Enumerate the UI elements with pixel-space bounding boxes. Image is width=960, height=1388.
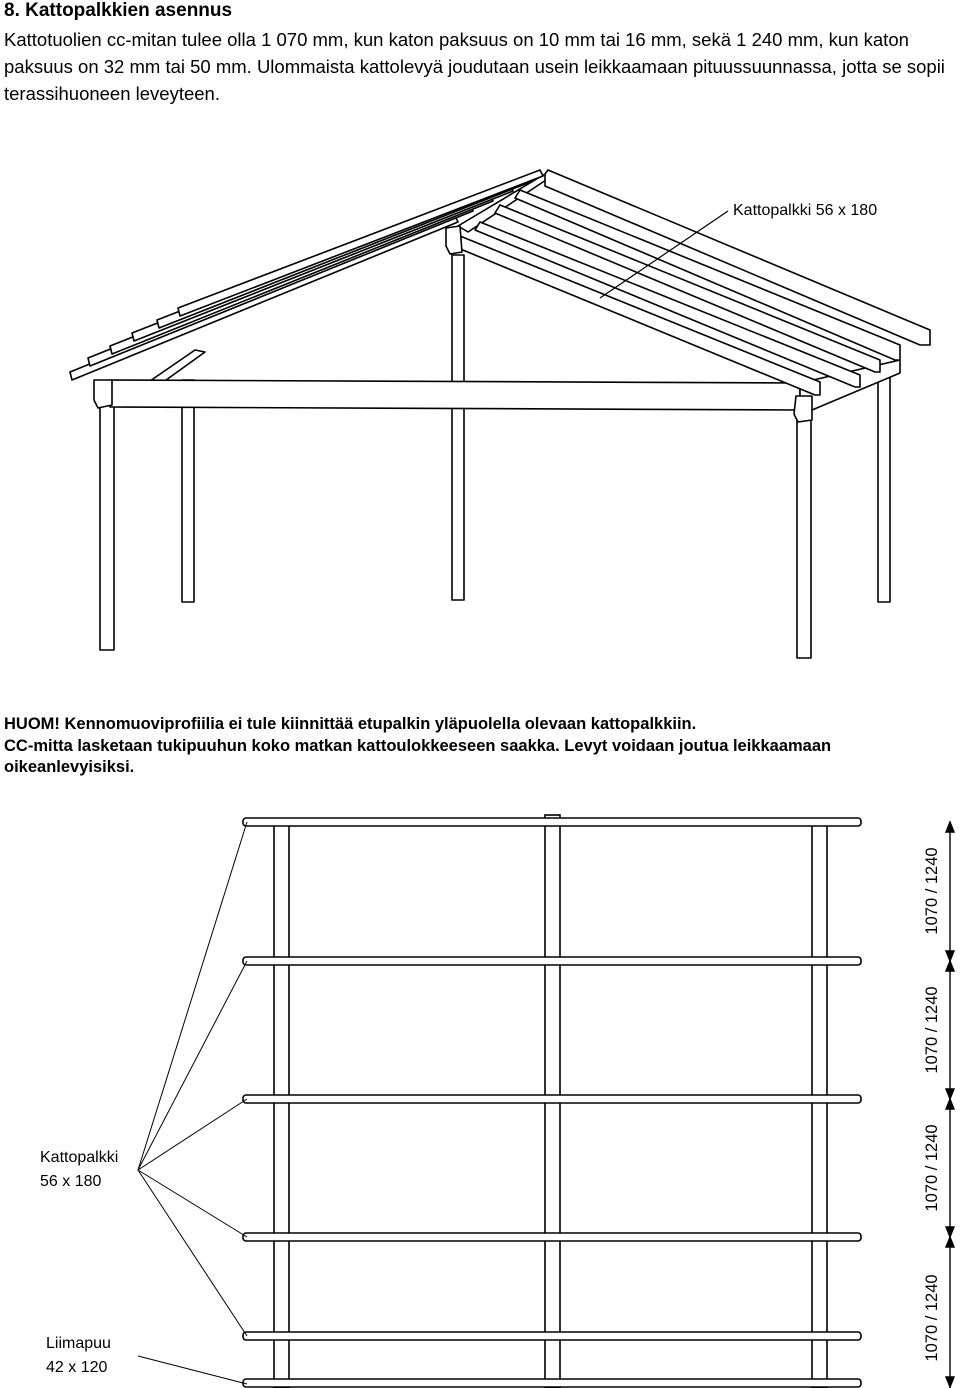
bracket-front-right bbox=[794, 396, 812, 422]
post-back-left bbox=[182, 380, 194, 602]
spacing-label-1: 1070 / 1240 bbox=[923, 847, 941, 935]
section-heading: 8. Kattopalkkien asennus bbox=[4, 0, 233, 21]
plan-rafter-label-1: Kattopalkki bbox=[40, 1149, 119, 1166]
glulam-label-1: Liimapuu bbox=[46, 1335, 111, 1352]
post-front-left bbox=[100, 405, 114, 650]
note-block bbox=[4, 714, 954, 779]
post-back-middle bbox=[452, 255, 464, 600]
roof-boards-left-slope bbox=[70, 170, 543, 380]
bracket-back-middle bbox=[446, 226, 462, 254]
spacing-label-3: 1070 / 1240 bbox=[923, 1124, 941, 1212]
note-line-1: HUOM! Kennomuoviprofiilia ei tule kiinnittää etupalkin yläpuolella olevaan kattopalkkiin. bbox=[4, 715, 697, 733]
plan-rafter-label-2: 56 x 180 bbox=[40, 1173, 102, 1190]
back-gable-rafter-left bbox=[150, 350, 205, 383]
rafter-label: Kattopalkki 56 x 180 bbox=[733, 202, 878, 219]
pergola-perspective-drawing bbox=[0, 160, 960, 660]
spacing-label-4: 1070 / 1240 bbox=[923, 1274, 941, 1362]
intro-paragraph: Kattotuolien cc-mitan tulee olla 1 070 mm, kun katon paksuus on 10 mm tai 16 mm, sekä 1 240 mm, kun katon paksuus on 32 mm tai 50 mm. Ulommaista kattolevyä joudutaan usein leikkaamaan pituussuunnassa, jotta se sopii terassihuoneen leveyteen. bbox=[4, 29, 945, 104]
rafter-leader-lines bbox=[138, 822, 247, 1336]
post-back-right bbox=[878, 372, 890, 602]
post-front-right bbox=[797, 420, 811, 658]
bracket-front-left bbox=[94, 380, 112, 408]
glulam-leader-line bbox=[138, 1356, 247, 1384]
note-line-2: CC-mitta lasketaan tukipuuhun koko matkan kattoulokkeeseen saakka. Levyt voidaan joutua leikkaamaan oikeanlevyisiksi. bbox=[4, 736, 832, 776]
glulam-label-2: 42 x 120 bbox=[46, 1359, 108, 1376]
rafter-plan-drawing bbox=[0, 800, 960, 1388]
spacing-label-2: 1070 / 1240 bbox=[923, 986, 941, 1074]
front-beam bbox=[110, 380, 800, 410]
spacing-dimension-line bbox=[946, 822, 954, 1388]
